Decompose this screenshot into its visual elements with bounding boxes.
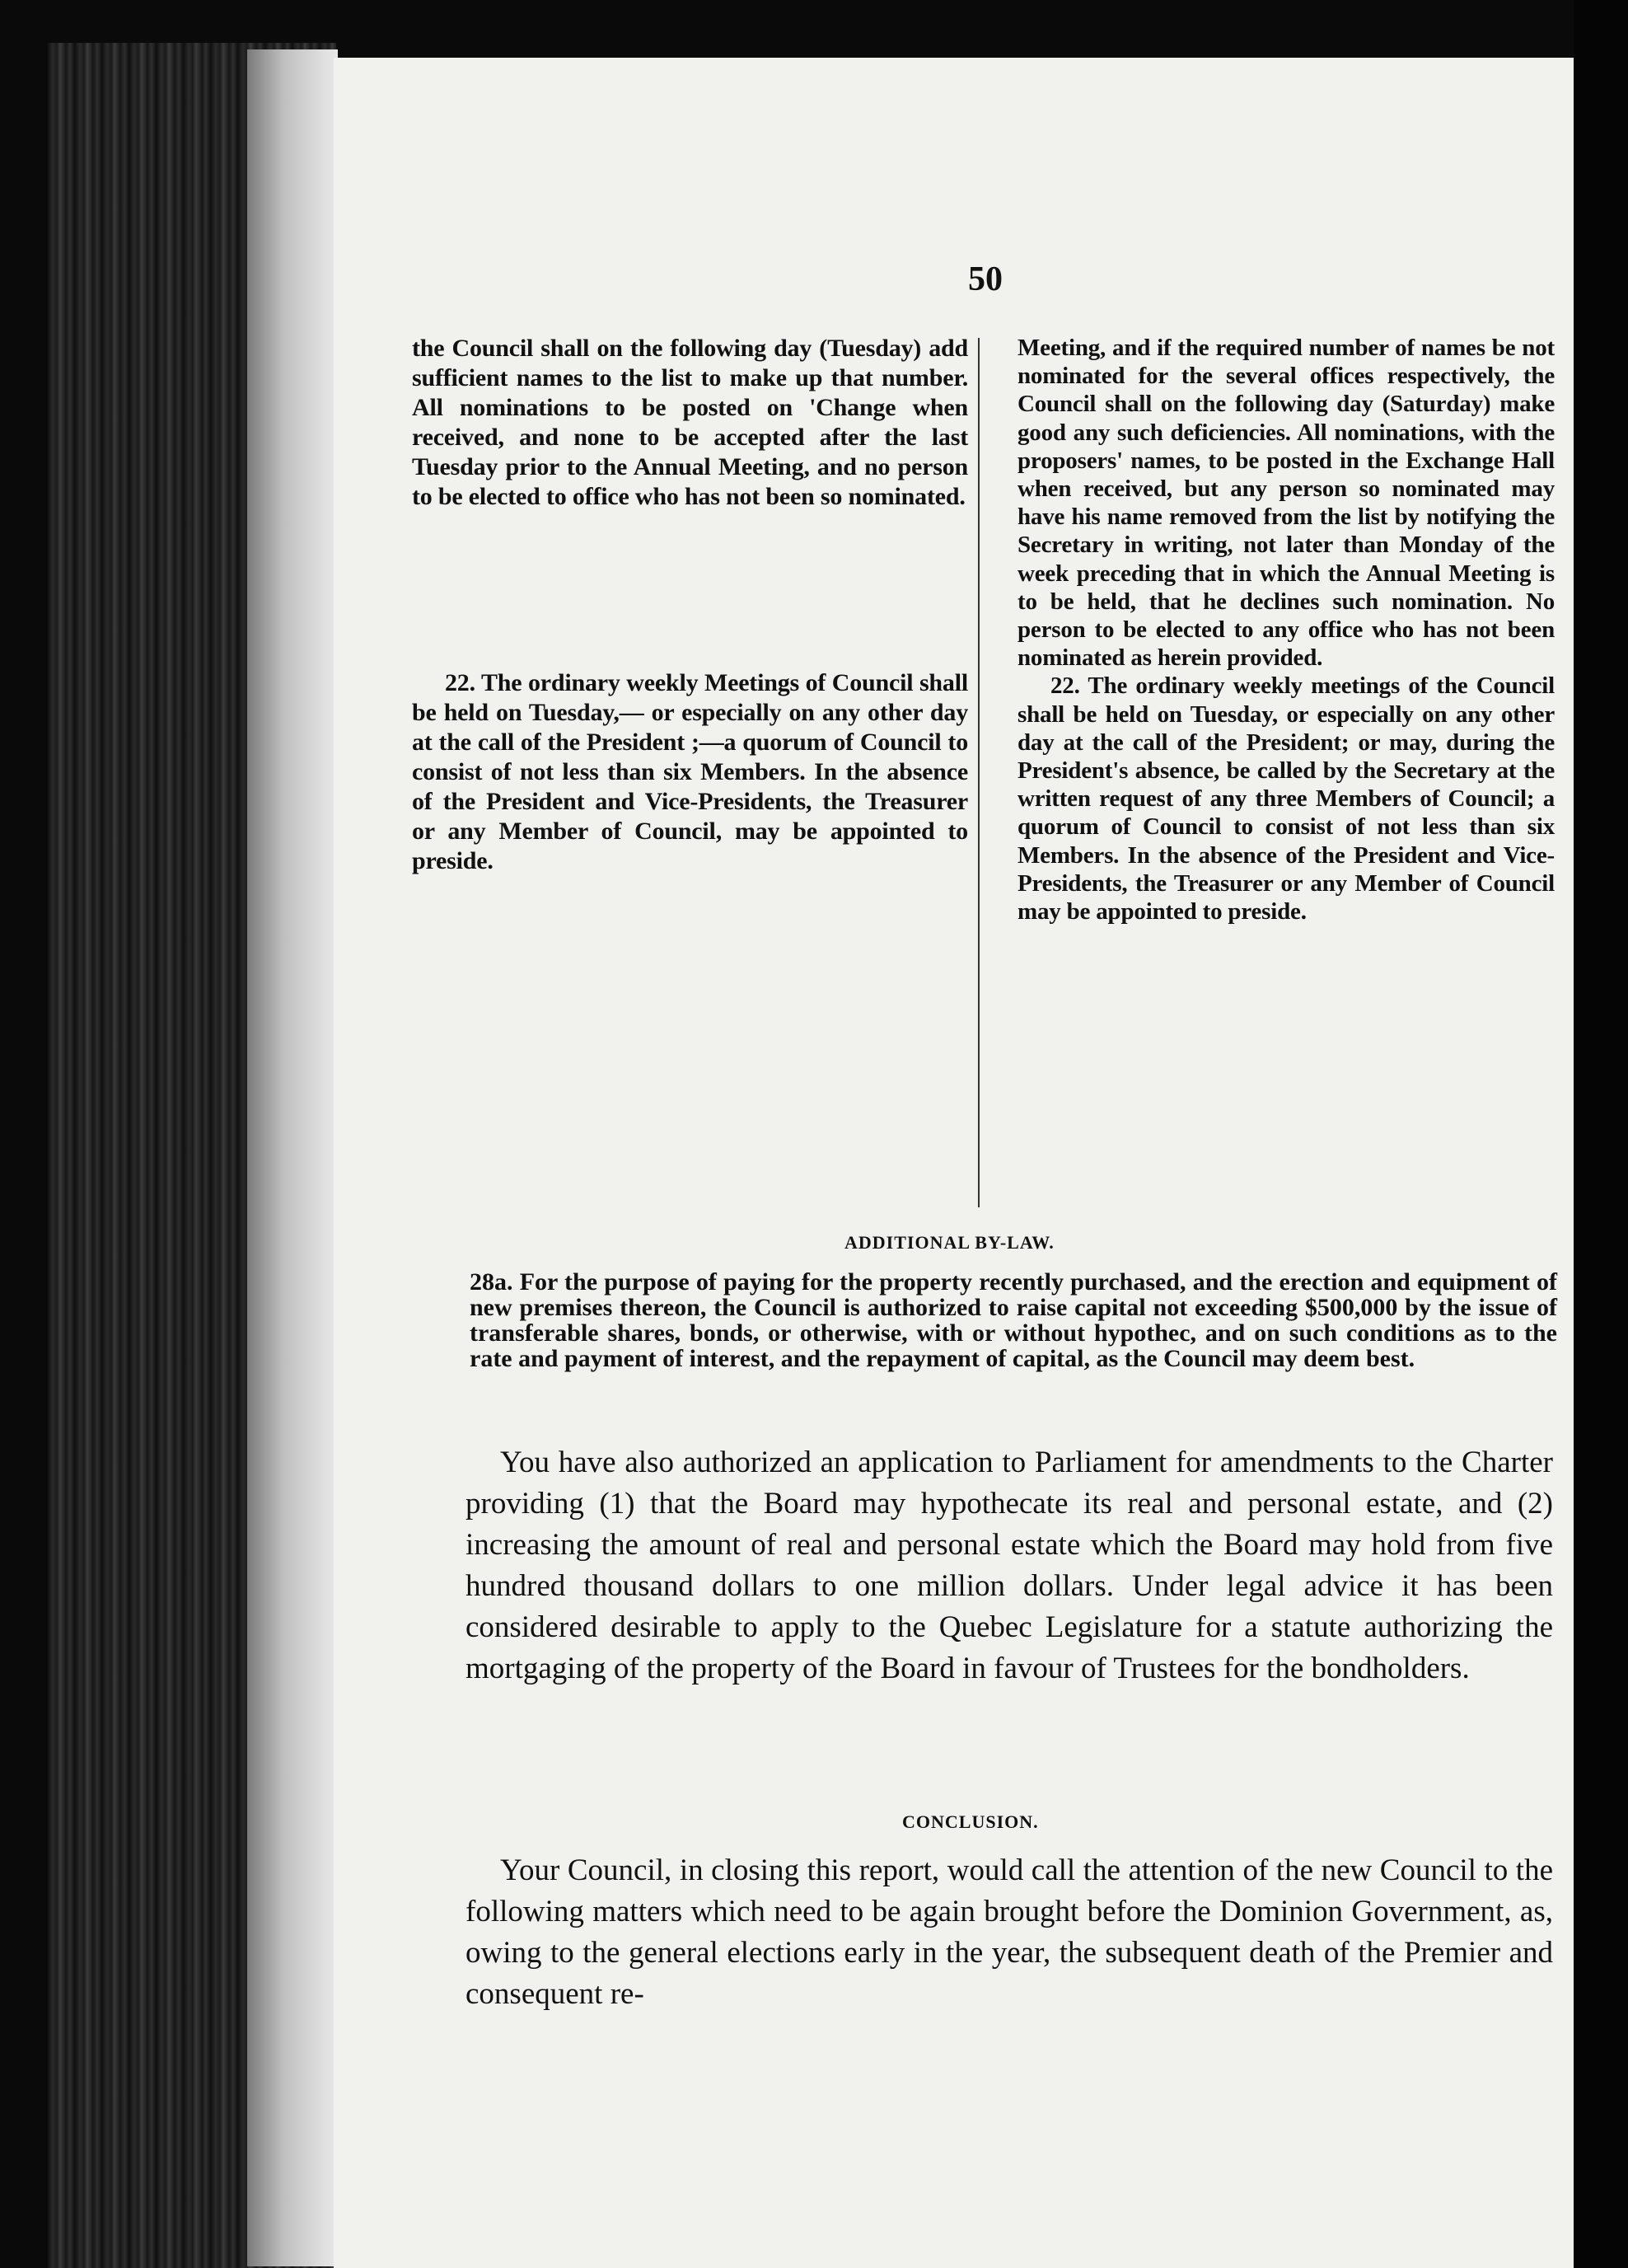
conclusion-paragraph [465,1850,1553,2015]
page-number: 50 [968,260,1003,298]
amendments-paragraph [465,1442,1553,1689]
column-divider [978,338,980,1207]
right-column [1017,334,1555,925]
left-column-paragraph-2: 22. The ordinary weekly Meetings of Council shall be held on Tuesday,— or especially on any other day at the call of the President ;—a quorum of Council to consist of not less than six Members. In the absence of the President and Vice-Presidents, the Treasurer or any Member of Council, may be appointed to preside. [412,669,968,874]
page-gutter-shadow [247,49,338,2266]
additional-bylaw-heading: ADDITIONAL BY-LAW. [844,1232,1055,1253]
additional-bylaw-text: 28a. For the purpose of paying for the property recently purchased, and the erection and equipment of new premises thereon, the Council is authorized to raise capital not exceeding $500,000 by the issue of transferable shares, bonds, or otherwise, with or without hypothec, and on such conditions as to the rate and payment of interest, and the repayment of capital, as the Council may deem best. [470,1268,1557,1372]
left-column [412,334,968,876]
conclusion-paragraph-text: Your Council, in closing this report, would call the attention of the new Council to the following matters which need to be again brought before the Dominion Government, as, owing to the general elections early in the year, the subsequent death of the Premier and consequent re- [465,1853,1553,2011]
scan-background-right [1574,0,1628,2268]
right-column-paragraph-1: Meeting, and if the required number of names be not nominated for the several offices respectively, the Council shall on the following day (Saturday) make good any such deficiencies. All nominations, with the proposers' names, to be posted in the Exchange Hall when received, but any person so nominated may have his name removed from the list by notifying the Secretary in writing, not later than Monday of the week preceding that in which the Annual Meeting is to be held, that he declines such nomination. No person to be elected to any office who has not been nominated as herein provided. [1017,335,1555,672]
left-column-paragraph-1: the Council shall on the following day (Tuesday) add sufficient names to the list to make up that number. All nominations to be posted on 'Change when received, and none to be accepted after the last Tuesday prior to the Annual Meeting, and no person to be elected to office who has not been so nominated. [412,335,968,510]
amendments-paragraph-text: You have also authorized an application to Parliament for amendments to the Charter providing (1) that the Board may hypothecate its real and personal estate, and (2) increasing the amount of real and personal estate which the Board may hold from five hundred thousand dollars to one million dollars. Under legal advice it has been considered desirable to apply to the Quebec Legislature for a statute authorizing the mortgaging of the property of the Board in favour of Trustees for the bondholders. [465,1446,1553,1685]
right-column-paragraph-2: 22. The ordinary weekly meetings of the Council shall be held on Tuesday, or especially on any other day at the call of the President; or may, during the President's absence, be called by the Secretary at the written request of any three Members of Council; a quorum of Council to consist of not less than six Members. In the absence of the President and Vice-Presidents, the Treasurer or any Member of Council may be appointed to preside. [1017,672,1555,925]
conclusion-heading: CONCLUSION. [902,1811,1039,1832]
document-page [334,58,1574,2268]
